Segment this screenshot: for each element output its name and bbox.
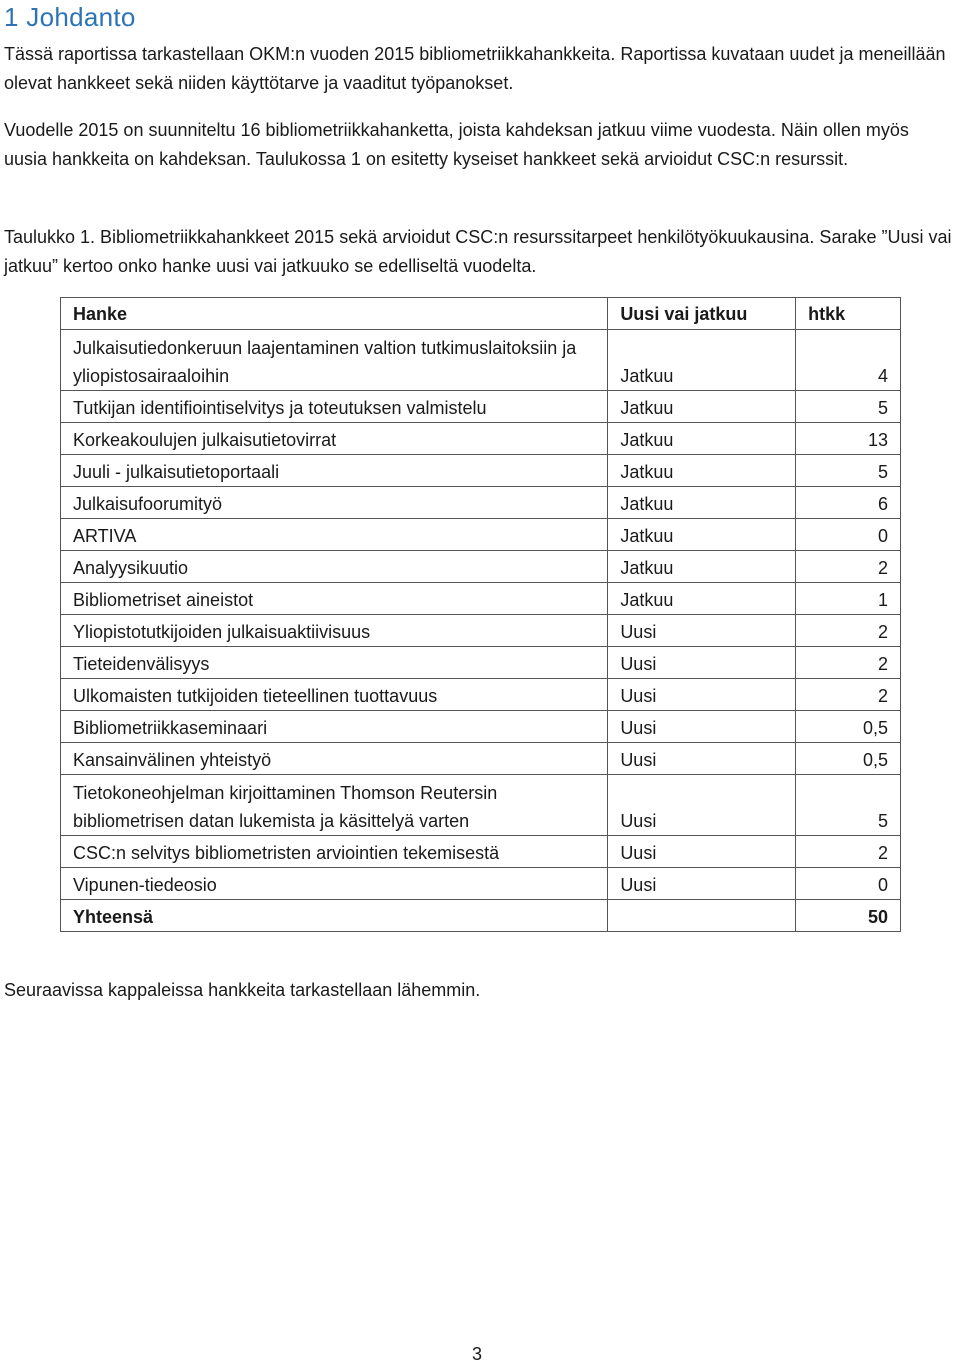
- cell-htkk: 0: [796, 519, 901, 551]
- cell-status: Jatkuu: [608, 519, 796, 551]
- cell-status: Uusi: [608, 615, 796, 647]
- cell-status: Jatkuu: [608, 583, 796, 615]
- cell-status: Uusi: [608, 775, 796, 836]
- table-row: [61, 679, 901, 711]
- total-value: 50: [796, 900, 901, 932]
- cell-status: Jatkuu: [608, 391, 796, 423]
- table-row: [61, 330, 901, 391]
- cell-hanke: ARTIVA: [61, 519, 608, 551]
- cell-hanke: Kansainvälinen yhteistyö: [61, 743, 608, 775]
- cell-hanke: Tietokoneohjelman kirjoittaminen Thomson Reutersin bibliometrisen datan lukemista ja käsittelyä varten: [61, 775, 608, 836]
- cell-htkk: 5: [796, 775, 901, 836]
- table-row: [61, 391, 901, 423]
- header-hanke: Hanke: [61, 298, 608, 330]
- cell-status: Jatkuu: [608, 487, 796, 519]
- section-heading: 1 Johdanto: [4, 2, 136, 32]
- cell-htkk: 6: [796, 487, 901, 519]
- cell-hanke: Vipunen-tiedeosio: [61, 868, 608, 900]
- cell-htkk: 4: [796, 330, 901, 391]
- cell-htkk: 5: [796, 391, 901, 423]
- cell-htkk: 2: [796, 615, 901, 647]
- cell-status: Jatkuu: [608, 551, 796, 583]
- cell-hanke: Analyysikuutio: [61, 551, 608, 583]
- cell-hanke: Bibliometriikkaseminaari: [61, 711, 608, 743]
- table-row: [61, 423, 901, 455]
- cell-htkk: 5: [796, 455, 901, 487]
- cell-htkk: 1: [796, 583, 901, 615]
- table-row: [61, 551, 901, 583]
- cell-htkk: 2: [796, 836, 901, 868]
- total-label: Yhteensä: [61, 900, 608, 932]
- table-row: [61, 711, 901, 743]
- cell-status: Jatkuu: [608, 423, 796, 455]
- table-total-row: [61, 900, 901, 932]
- cell-htkk: 0,5: [796, 743, 901, 775]
- table-row: [61, 647, 901, 679]
- cell-htkk: 0,5: [796, 711, 901, 743]
- cell-hanke: Julkaisutiedonkeruun laajentaminen valtion tutkimuslaitoksiin ja yliopistosairaaloihin: [61, 330, 608, 391]
- header-status: Uusi vai jatkuu: [608, 298, 796, 330]
- table-row: [61, 615, 901, 647]
- cell-htkk: 2: [796, 647, 901, 679]
- table-header-row: [61, 298, 901, 330]
- table-row: [61, 519, 901, 551]
- projects-table: [60, 297, 901, 932]
- cell-hanke: Tieteidenvälisyys: [61, 647, 608, 679]
- cell-hanke: Juuli - julkaisutietoportaali: [61, 455, 608, 487]
- table-row: [61, 487, 901, 519]
- cell-hanke: Julkaisufoorumityö: [61, 487, 608, 519]
- cell-status: Uusi: [608, 743, 796, 775]
- cell-status: Jatkuu: [608, 330, 796, 391]
- summary-paragraph: Vuodelle 2015 on suunniteltu 16 bibliometriikkahanketta, joista kahdeksan jatkuu viime vuodesta. Näin ollen myös uusia hankkeita on kahdeksan. Taulukossa 1 on esitetty kyseiset hankkeet sekä arvioidut CSC:n resurssit.: [4, 120, 909, 169]
- table-caption: Taulukko 1. Bibliometriikkahankkeet 2015 sekä arvioidut CSC:n resurssitarpeet henkilötyökuukausina. Sarake ”Uusi vai jatkuu” kertoo onko hanke uusi vai jatkuuko se edelliseltä vuodelta.: [4, 227, 952, 276]
- table-row: [61, 868, 901, 900]
- table-row: [61, 455, 901, 487]
- cell-hanke: Korkeakoulujen julkaisutietovirrat: [61, 423, 608, 455]
- total-empty-cell: [608, 900, 796, 932]
- cell-status: Uusi: [608, 868, 796, 900]
- cell-status: Jatkuu: [608, 455, 796, 487]
- cell-hanke: CSC:n selvitys bibliometristen arviointien tekemisestä: [61, 836, 608, 868]
- cell-htkk: 0: [796, 868, 901, 900]
- cell-hanke: Ulkomaisten tutkijoiden tieteellinen tuottavuus: [61, 679, 608, 711]
- cell-hanke: Yliopistotutkijoiden julkaisuaktiivisuus: [61, 615, 608, 647]
- cell-hanke: Tutkijan identifiointiselvitys ja toteutuksen valmistelu: [61, 391, 608, 423]
- cell-status: Uusi: [608, 711, 796, 743]
- table-row: [61, 775, 901, 836]
- table-row: [61, 743, 901, 775]
- table-row: [61, 836, 901, 868]
- intro-paragraph: Tässä raportissa tarkastellaan OKM:n vuoden 2015 bibliometriikkahankkeita. Raportissa kuvataan uudet ja meneillään olevat hankkeet sekä niiden käyttötarve ja vaaditut työpanokset.: [4, 44, 946, 93]
- table-row: [61, 583, 901, 615]
- cell-htkk: 13: [796, 423, 901, 455]
- cell-htkk: 2: [796, 679, 901, 711]
- page-number: 3: [472, 1344, 483, 1364]
- cell-htkk: 2: [796, 551, 901, 583]
- closing-paragraph: Seuraavissa kappaleissa hankkeita tarkastellaan lähemmin.: [4, 980, 481, 1000]
- header-htkk: htkk: [796, 298, 901, 330]
- cell-status: Uusi: [608, 836, 796, 868]
- cell-status: Uusi: [608, 647, 796, 679]
- cell-hanke: Bibliometriset aineistot: [61, 583, 608, 615]
- cell-status: Uusi: [608, 679, 796, 711]
